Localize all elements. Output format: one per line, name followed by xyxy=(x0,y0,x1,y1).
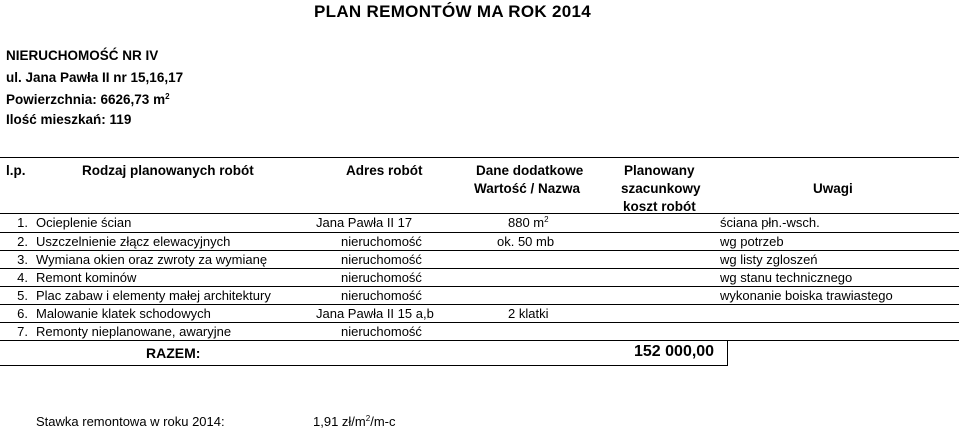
header-cost-1: Planowany xyxy=(624,163,695,178)
row-lp: 6. xyxy=(17,306,28,321)
table-top-border xyxy=(0,157,959,158)
property-flats: Ilość mieszkań: 119 xyxy=(6,112,132,127)
row-border-2 xyxy=(0,250,959,251)
total-bottom-border xyxy=(0,365,727,366)
row-border-4 xyxy=(0,286,959,287)
total-label: RAZEM: xyxy=(146,345,201,361)
total-right-border xyxy=(727,341,728,366)
row-address: nieruchomość xyxy=(341,234,422,249)
header-notes: Uwagi xyxy=(813,181,853,196)
footer-rate-value-post: /m-c xyxy=(370,414,396,429)
header-lp: l.p. xyxy=(6,163,26,178)
row-extra: ok. 50 mb xyxy=(497,234,555,249)
row-address: nieruchomość xyxy=(341,270,422,285)
row-notes: wg potrzeb xyxy=(720,234,784,249)
property-area-label: Powierzchnia: 6626,73 m xyxy=(6,92,166,107)
row-address: Jana Pawła II 17 xyxy=(316,215,413,230)
row-work-type: Remonty nieplanowane, awaryjne xyxy=(36,324,232,339)
row-work-type: Ocieplenie ścian xyxy=(36,215,132,230)
header-extra-1: Dane dodatkowe xyxy=(476,163,584,178)
footer-rate-value-sup: 2 xyxy=(365,414,371,423)
row-work-type: Remont kominów xyxy=(36,270,137,285)
total-value: 152 000,00 xyxy=(634,343,715,360)
row-border-1 xyxy=(0,232,959,233)
row-work-type: Malowanie klatek schodowych xyxy=(36,306,211,321)
property-address: ul. Jana Pawła II nr 15,16,17 xyxy=(6,70,184,85)
row-extra: 2 klatki xyxy=(508,306,549,321)
row-lp: 3. xyxy=(17,252,28,267)
property-name: NIERUCHOMOŚĆ NR IV xyxy=(6,48,159,63)
header-cost-2: szacunkowy xyxy=(621,181,701,196)
row-border-6 xyxy=(0,322,959,323)
header-bottom-border xyxy=(0,213,959,214)
row-address: nieruchomość xyxy=(341,252,422,267)
row-notes: wykonanie boiska trawiastego xyxy=(720,288,893,303)
header-cost-3: koszt robót xyxy=(623,199,696,214)
row-lp: 4. xyxy=(17,270,28,285)
row-extra-sup: 2 xyxy=(544,215,549,224)
footer-rate-label: Stawka remontowa w roku 2014: xyxy=(36,414,225,429)
row-notes: wg stanu technicznego xyxy=(720,270,853,285)
row-border-3 xyxy=(0,268,959,269)
row-extra-value: 880 m xyxy=(508,215,545,230)
row-lp: 2. xyxy=(17,234,28,249)
row-address: nieruchomość xyxy=(341,288,422,303)
header-work-type: Rodzaj planowanych robót xyxy=(82,163,254,178)
row-notes: wg listy zgloszeń xyxy=(720,252,818,267)
row-notes: ściana płn.-wsch. xyxy=(720,215,820,230)
footer-rate-value xyxy=(313,414,395,429)
row-lp: 1. xyxy=(17,215,28,230)
footer-rate-value-pre: 1,91 zł/m xyxy=(313,414,366,429)
property-area xyxy=(6,92,170,107)
header-address: Adres robót xyxy=(346,163,423,178)
row-lp: 5. xyxy=(17,288,28,303)
row-address: Jana Pawła II 15 a,b xyxy=(316,306,434,321)
header-extra-2: Wartość / Nazwa xyxy=(474,181,581,196)
property-area-sup: 2 xyxy=(165,92,170,101)
row-work-type: Plac zabaw i elementy małej architektury xyxy=(36,288,271,303)
row-address: nieruchomość xyxy=(341,324,422,339)
row-lp: 7. xyxy=(17,324,28,339)
row-extra xyxy=(508,215,549,230)
row-border-7 xyxy=(0,340,959,341)
row-work-type: Uszczelnienie złącz elewacyjnych xyxy=(36,234,231,249)
row-work-type: Wymiana okien oraz zwroty za wymianę xyxy=(36,252,268,267)
row-border-5 xyxy=(0,304,959,305)
page-title: PLAN REMONTÓW MA ROK 2014 xyxy=(314,2,592,21)
